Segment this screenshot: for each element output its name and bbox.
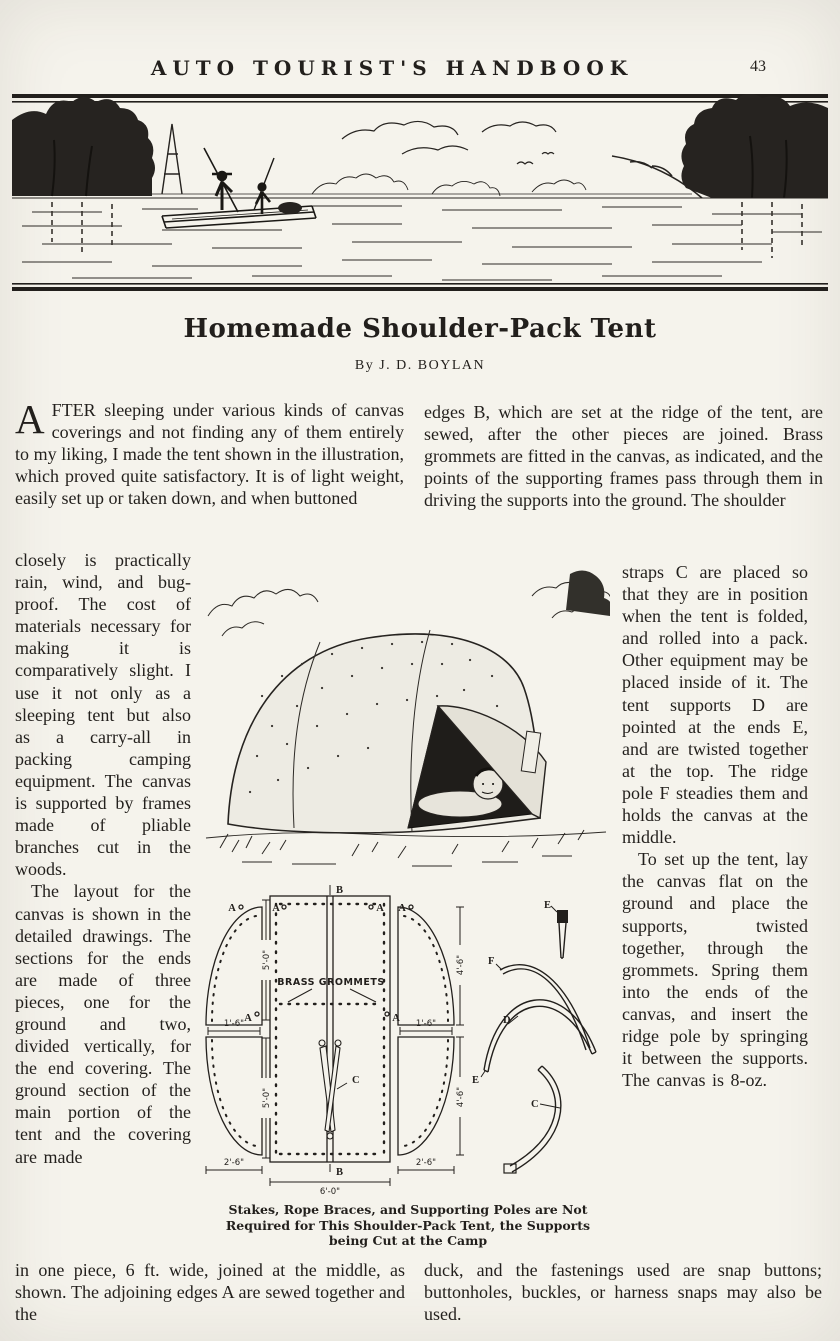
page-number: 43 — [750, 58, 766, 75]
right-column-narrow — [622, 561, 808, 1091]
intro-paragraph — [15, 396, 404, 509]
end-piece-left-lower — [206, 1037, 262, 1155]
paragraph: To set up the tent, lay the canvas flat on the ground and place the supports, twisted together, through the grommets. Spring them into the ends of the canvas, and insert the ridge pole by springing it between the supports. The canvas is 8-oz. — [622, 849, 808, 1091]
left-column-narrow — [15, 549, 191, 1168]
label-c-strap-sketch: C — [531, 1099, 539, 1110]
strap-sketch — [510, 1066, 561, 1172]
dim-4-6-lower: 4'-6" — [456, 1086, 466, 1108]
label-a: A — [244, 1013, 252, 1024]
label-c-straps: C — [352, 1075, 360, 1086]
label-b-top: B — [336, 885, 344, 896]
clouds — [342, 121, 556, 154]
second-pole — [254, 158, 274, 210]
label-b-bottom: B — [336, 1167, 344, 1178]
article-title: Homemade Shoulder-Pack Tent — [183, 314, 657, 344]
label-f-pole: F — [488, 956, 495, 967]
label-a: A — [376, 903, 384, 914]
tree-mass-left — [12, 97, 155, 196]
distant-bushes — [312, 174, 586, 196]
brass-grommets-label: BRASS GROMMETS — [277, 977, 385, 988]
diagram-figure — [200, 880, 612, 1198]
stake — [559, 923, 566, 958]
pine-tree — [162, 124, 182, 194]
article-byline: By J. D. BOYLAN — [354, 358, 486, 373]
dim-6-0: 6'-0" — [319, 1187, 341, 1197]
support-bow — [484, 1000, 596, 1072]
raft-with-figures — [162, 148, 316, 228]
label-a: A — [272, 903, 280, 914]
dim-2-6-left: 2'-6" — [223, 1158, 245, 1168]
end-piece-right-upper — [398, 907, 454, 1025]
gear-bundle — [278, 202, 302, 214]
label-e-stake: E — [544, 900, 552, 911]
water-ripples — [22, 206, 822, 280]
dim-4-6-upper: 4'-6" — [456, 954, 466, 976]
banner-scene — [12, 94, 828, 280]
tent-illustration — [202, 556, 610, 878]
dim-1-6-right: 1'-6" — [415, 1019, 437, 1029]
paragraph: The layout for the canvas is shown in the detailed drawings. The sections for the ends are made of three pieces, one for the ground and two, divided vertically, for the end covering. The ground section of the main portion of the tent and the covering are made — [15, 881, 191, 1167]
end-piece-right-lower — [398, 1037, 454, 1155]
support-sketches — [481, 906, 596, 1173]
figure-caption: Stakes, Rope Braces, and Supporting Poles are Not Required for This Shoulder-Pack Tent, the Supports being Cut at the Camp — [225, 1202, 591, 1248]
label-a: A — [228, 903, 236, 914]
banner-illustration — [12, 94, 828, 292]
tent-figure — [202, 556, 610, 878]
label-a: A — [392, 1013, 400, 1024]
label-e-tip: E — [472, 1075, 480, 1086]
end-piece-left-upper — [206, 907, 262, 1025]
second-figure — [256, 192, 270, 214]
right-column-top: edges B, which are set at the ridge of the tent, are sewed, after the other pieces are joined. Brass grommets are fitted in the canvas, as indicated, and the points of the supporting frames pass through them in driving the supports into the ground. The shoulder — [424, 402, 823, 511]
left-column-bottom: in one piece, 6 ft. wide, joined at the middle, as shown. The adjoining edges A are sewed together and the — [15, 1260, 405, 1325]
label-a: A — [398, 903, 406, 914]
dim-2-6-right: 2'-6" — [415, 1158, 437, 1168]
paragraph: closely is practically rain, wind, and bug-proof. The cost of materials necessary for making it is comparatively slight. I use it not only as a sleeping tent but also as a carry-all in packing camping equipment. The canvas is supported by frames made of pliable branches cut in the woods. — [15, 550, 191, 880]
tree-mass-right — [681, 94, 828, 198]
right-column-bottom: duck, and the fastenings used are snap buttons; buttonholes, buckles, or harness snaps may also be used. — [424, 1260, 822, 1325]
birds — [517, 153, 554, 165]
dim-5-0-lower: 5'-0" — [262, 1087, 272, 1109]
drop-cap: A — [15, 396, 45, 442]
running-header-title: AUTO TOURIST'S HANDBOOK — [150, 56, 634, 80]
intro-text: FTER sleeping under various kinds of canvas coverings and not finding any of them entirely to my liking, I made the tent shown in the illustration, which proved quite satisfactory. It is of light weight, easily set up or taken down, and when buttoned — [15, 400, 404, 509]
stake-top-wrap — [557, 910, 568, 923]
dim-5-0-upper: 5'-0" — [262, 949, 272, 971]
paragraph: straps C are placed so that they are in position when the tent is folded, and rolled into a pack. Other equipment may be placed inside of it. The tent supports D are pointed at the ends E, and are twisted together at the top. The ridge pole F steadies them and holds the canvas at the middle. — [622, 562, 808, 848]
ground-line — [206, 832, 606, 838]
dim-1-6-left: 1'-6" — [223, 1019, 245, 1029]
label-d-bow: D — [503, 1015, 511, 1026]
canvas-layout-diagram — [200, 880, 612, 1198]
banner-figure — [12, 94, 828, 292]
